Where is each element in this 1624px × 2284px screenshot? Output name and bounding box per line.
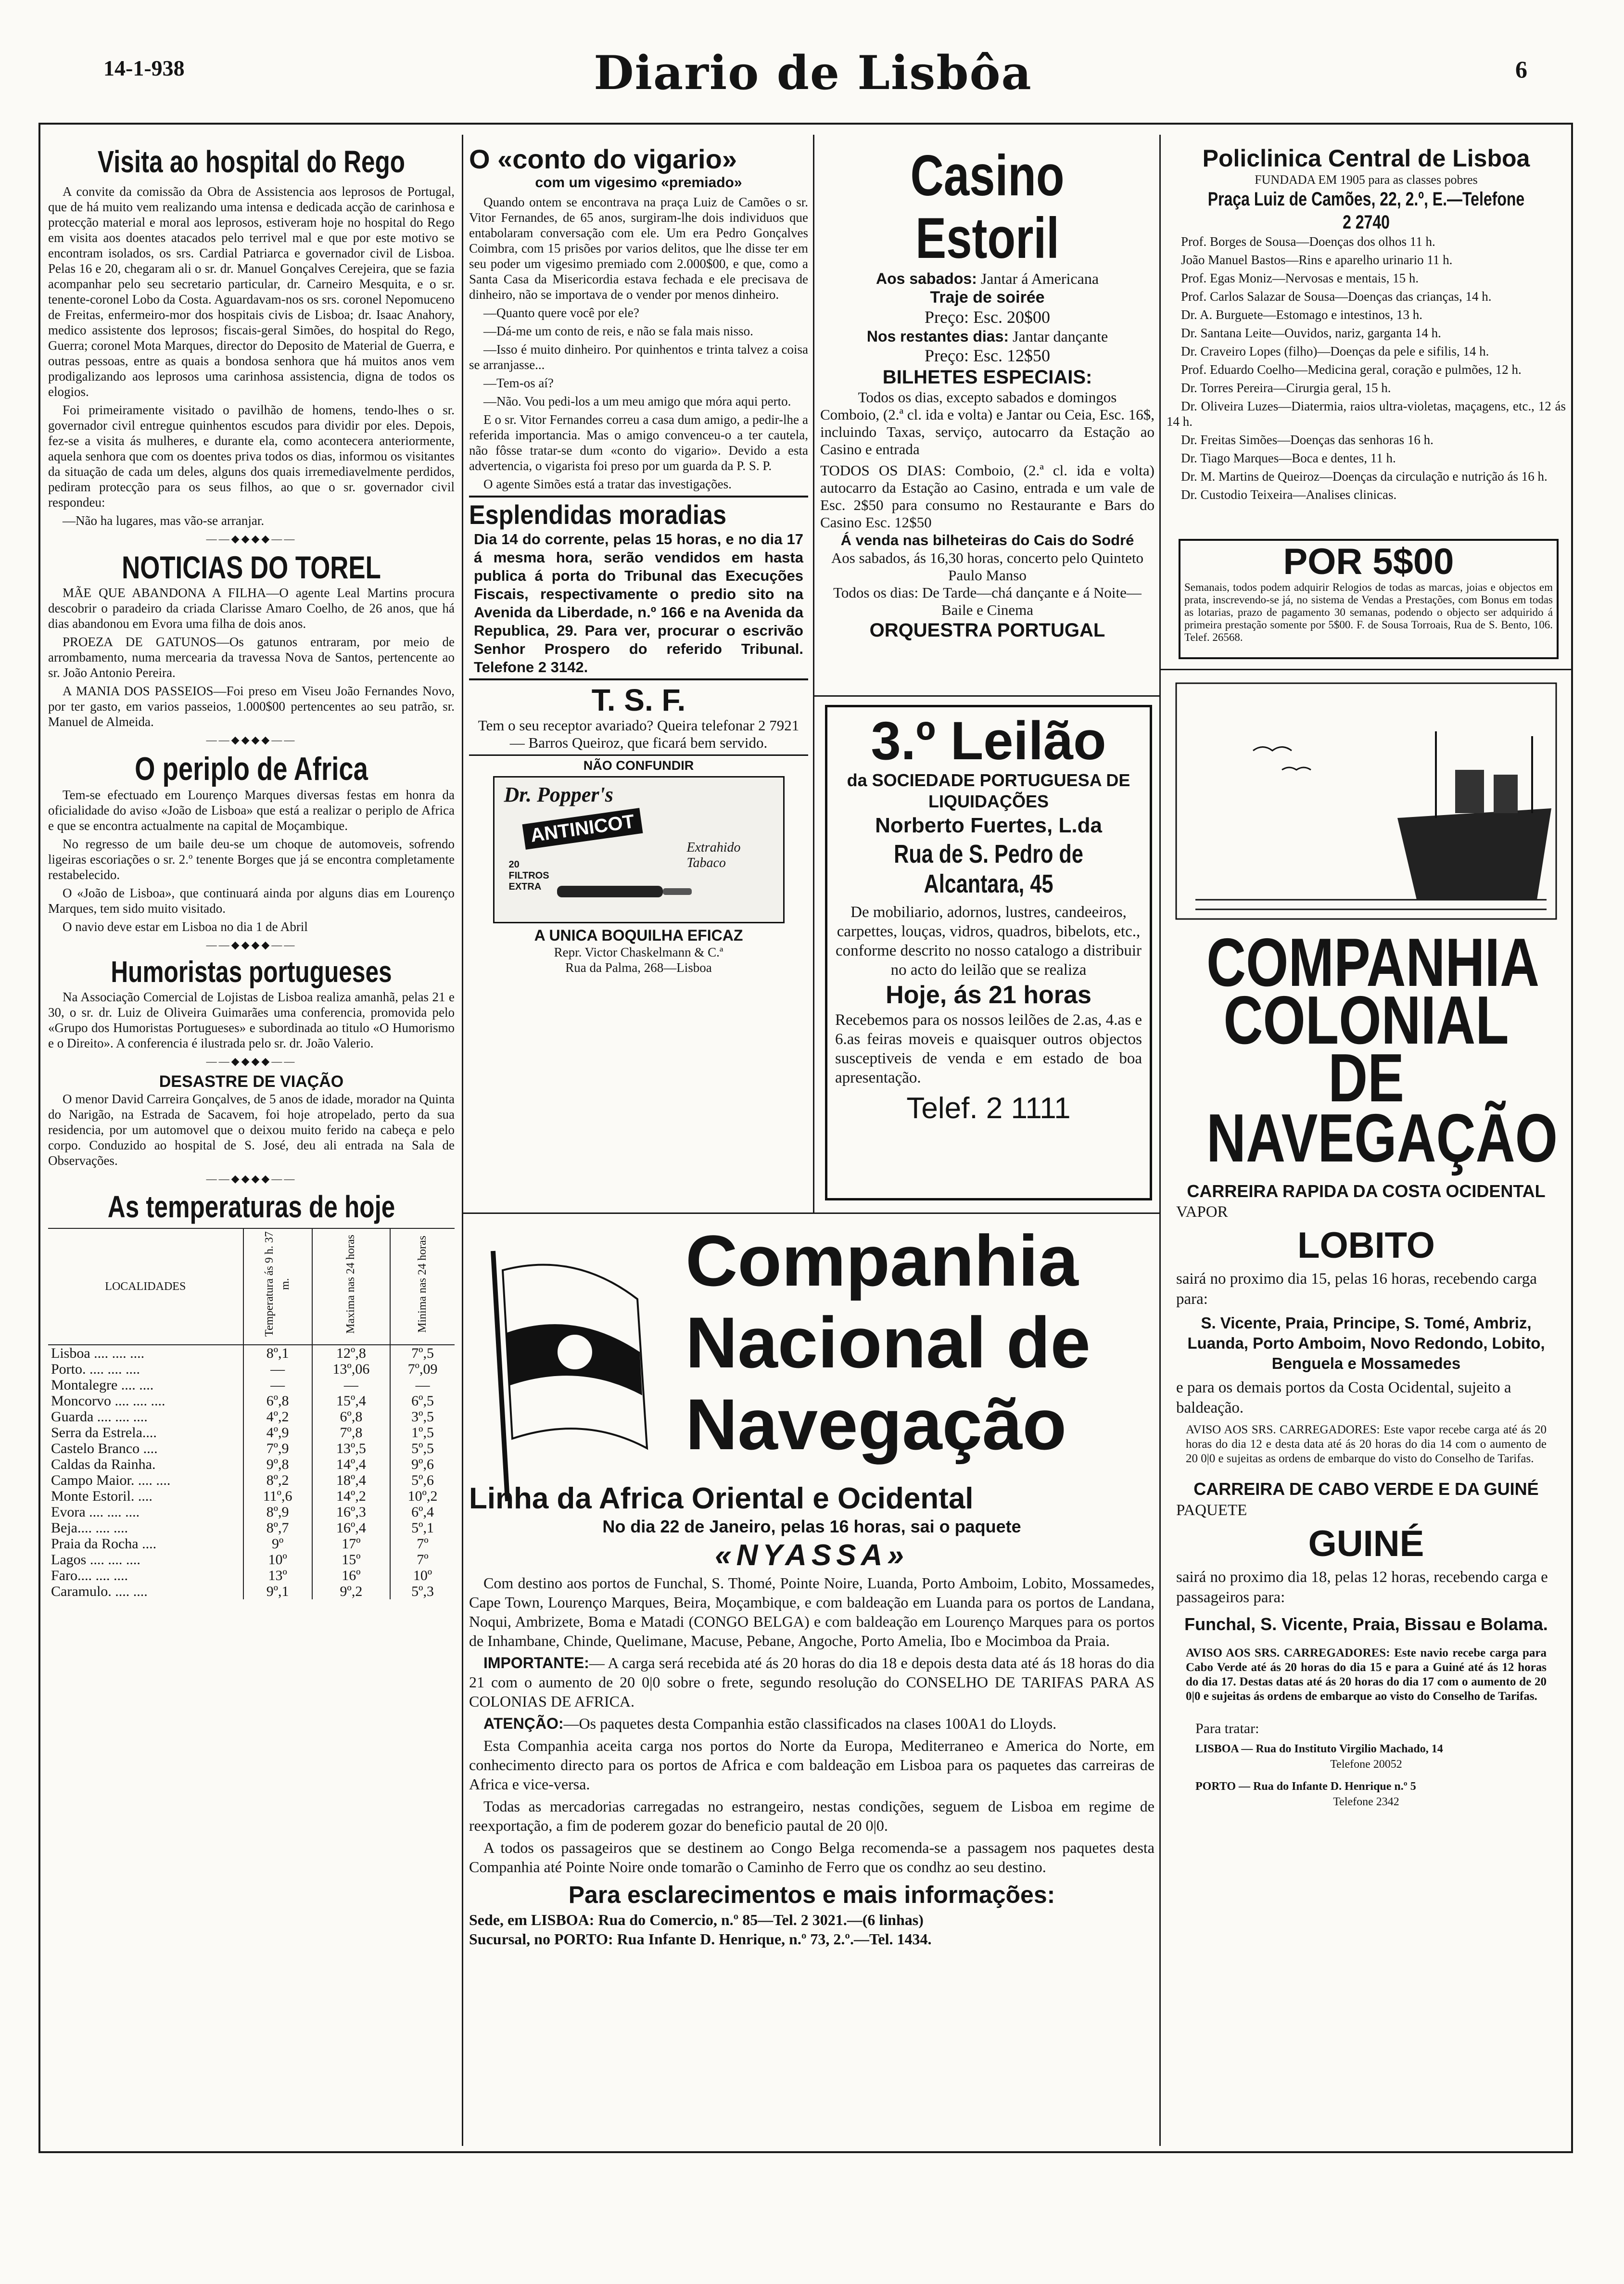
temperature-cell: 8º,9 [243,1504,312,1520]
section-rule [462,1212,1159,1214]
doctor-entry: Prof. Carlos Salazar de Sousa—Doenças das crianças, 14 h. [1181,289,1492,304]
locality-cell: Faro.... .... .... [51,1568,128,1583]
ad-title: Policlinica Central de Lisboa [1202,145,1530,172]
temperature-cell: 13º,5 [312,1441,390,1456]
temperature-cell: — [390,1377,455,1393]
article-paragraph: MÃE QUE ABANDONA A FILHA—O agente Leal Martins procura descobrir o paradeiro da criada Clarisse Amaro Coelho, de 26 anos, que há dias abandonou em Evora uma filha de dois anos. [48,586,455,631]
article-title: As temperaturas de hoje [107,1189,395,1224]
text: Recebemos para os nossos leilões de 2.as, 4.as e 6.as feiras moveis e quaisquer outros objectos susceptiveis de venda e em estado de boa apresentação. [835,1011,1142,1086]
table-row [48,1520,455,1536]
ad-text: Tem o seu receptor avariado? Queira telefonar 2 7921 — Barros Queiroz, que ficará bem servido. [478,717,799,751]
ad-rep: Repr. Victor Chaskelmann & C.ª [554,945,723,959]
text: Comboio, (2.ª cl. ida e volta) e Jantar ou Ceia, Esc. 16$, incluindo Taxas, serviço, autocarro da Estação ao Casino e entrada [820,406,1155,458]
flag-icon [479,1241,671,1511]
text: Norberto Fuertes, L.da [875,814,1102,837]
temperature-cell: 5º,1 [390,1520,455,1536]
article-paragraph: A MANIA DOS PASSEIOS—Foi preso em Viseu João Fernandes Novo, por ter gasto, em varios passeios, 1.000$00 pertencentes ao seu patrão, sr. Manuel de Almeida. [48,684,455,729]
label: PAQUETE [1176,1502,1247,1519]
column-rule [462,1212,463,2146]
extract-note: Extrahido Tabaco [686,840,741,870]
price: Preço: Esc. 20$00 [925,307,1050,327]
temperature-cell: 6º,5 [390,1393,455,1409]
article-paragraph: —Tem-os aí? [483,376,554,390]
temperature-cell: 6º,8 [312,1409,390,1425]
column-rule [462,135,463,1212]
ad-tagline: A UNICA BOQUILHA EFICAZ [534,927,743,944]
ad-title: Esplendidas moradias [469,499,726,530]
ad-title: NAVEGAÇÃO [1206,1100,1558,1176]
article-paragraph: PROEZA DE GATUNOS—Os gatunos entraram, por meio de arrombamento, numa mercearia da travessa Nova de Santos, pertencente ao sr. João Antonio Pereira. [48,635,455,680]
doctor-entry: João Manuel Bastos—Rins e aparelho urinario 11 h. [1181,253,1453,267]
doctor-entry: Prof. Borges de Sousa—Doenças dos olhos 11 h. [1181,234,1435,249]
temperature-cell: 7º,09 [390,1361,455,1377]
article-paragraph: O «João de Lisboa», que continuará ainda por alguns dias em Lourenço Marques, tem sido muito visitado. [48,886,455,916]
article-title: NOTICIAS DO TOREL [122,549,381,585]
table-row [48,1552,455,1568]
ad-colonial [1167,674,1566,2146]
temperature-cell: 7º,8 [312,1425,390,1441]
temperature-cell: 18º,4 [312,1472,390,1488]
ad-title: POR 5$00 [1283,541,1454,582]
phone: Telefone 2342 [1333,1796,1399,1808]
newspaper-title: Diario de Lisbôa [594,46,1032,100]
text: De mobiliario, adornos, lustres, candeeiros, carpettes, louças, vidros, quadros, bibelots, etc., conforme descrito no nosso catalogo a distribuir no acto do leilão que se realiza [835,904,1142,979]
locality-cell: Lisboa .... .... .... [51,1345,145,1361]
locality-cell: Guarda .... .... .... [51,1409,148,1425]
temperature-cell: 4º,2 [243,1409,312,1425]
temperature-cell: 14º,2 [312,1488,390,1504]
article-title: Humoristas portugueses [111,956,392,989]
temperature-cell: 10º [390,1568,455,1583]
time: Hoje, ás 21 horas [886,981,1091,1009]
temperature-cell: 17º [312,1536,390,1552]
subheading: BILHETES ESPECIAIS: [882,367,1092,388]
price: Preço: Esc. 12$50 [925,346,1050,365]
ports-list: Funchal, S. Vicente, Praia, Bissau e Bolama. [1184,1614,1548,1634]
ad-title: 3.º Leilão [871,711,1106,771]
notice: AVISO AOS SRS. CARREGADORES: Este vapor recebe carga até ás 20 horas do dia 12 e desta data até ás 20 horas do dia 14 com o aumento de 20 0|0 e sujeitas as ordens de embarque do visto do Conselho de Tarifas. [1186,1423,1547,1465]
locality-cell: Praia da Rocha .... [51,1536,157,1552]
article-paragraph: Todas as mercadorias carregadas no estrangeiro, nestas condições, seguem de Lisboa em regime de reexportação, a fim de poderem gozar do beneficio pautal de 20 0|0. [469,1798,1155,1834]
article-title: DESASTRE DE VIAÇÃO [159,1072,344,1091]
temperature-cell: 13º [243,1568,312,1583]
doctor-entry: Prof. Egas Moniz—Nervosas e mentais, 15 h. [1181,271,1419,285]
temperature-cell: 7º,5 [390,1345,455,1361]
ad-tsf [469,680,808,756]
ornament-divider: ——◆◆◆◆—— [206,1173,297,1185]
temperature-cell: 14º,4 [312,1456,390,1472]
article-paragraph: Tem-se efectuado em Lourenço Marques diversas festas em honra da oficialidade do aviso «João de Lisboa» que está a realizar o periplo de Africa e que se encontra actualmente na capital de Moçambique. [48,788,455,833]
ad-por5 [1179,539,1559,659]
temperature-cell: 10º,2 [390,1488,455,1504]
article-paragraph: Quando ontem se encontrava na praça Luiz de Camões o sr. Vitor Fernandes, de 65 anos, surgiram-lhe dois individuos que entabolaram conversação com ele. Um era Pedro Gonçalves Coimbra, com 15 prisões por varios delitos, que lhe disse ter em seu poder um vigesimo premiado com 2.000$00, e que, como a Santa Casa da Misericordia estava fechada e ele precisava de dinheiro, não se importava de o vender por menos dinheiro. [469,195,808,302]
locality-cell: Monte Estoril. .... [51,1488,152,1504]
temperature-cell: 7º,9 [243,1441,312,1456]
locality-cell: Beja.... .... .... [51,1520,128,1536]
locality-cell: Campo Maior. .... .... [51,1472,171,1488]
table-header: Minima nas 24 horas [390,1228,455,1345]
locality-cell: Caramulo. .... .... [51,1583,148,1599]
temperature-cell: 15º,4 [312,1393,390,1409]
temperature-cell: 7º [390,1552,455,1568]
temperature-cell: 6º,8 [243,1393,312,1409]
address: LISBOA — Rua do Instituto Virgilio Machado, 14 [1195,1743,1443,1755]
temperature-cell: — [312,1377,390,1393]
locality-cell: Evora .... .... .... [51,1504,140,1520]
cigarette-holder-icon [552,874,697,912]
ad-title: COLONIAL DE [1223,982,1509,1116]
doctor-entry: Dr. Oliveira Luzes—Diatermia, raios ultra-violetas, maçagens, etc., 12 ás 14 h. [1167,399,1566,429]
address: Praça Luiz de Camões, 22, 2.º, E.—Telefone 2 2740 [1207,189,1525,233]
article-title: O periplo de Africa [135,751,368,787]
ship-name: «NYASSA» [715,1539,909,1572]
doctor-entry: Dr. Tiago Marques—Boca e dentes, 11 h. [1181,451,1396,465]
doctor-entry: Dr. Custodio Teixeira—Analises clinicas. [1181,487,1397,502]
locality-cell: Serra da Estrela.... [51,1425,157,1441]
temperature-cell: 10º [243,1552,312,1568]
page-number: 6 [1515,56,1527,83]
article-paragraph: Na Associação Comercial de Lojistas de Lisboa realiza amanhã, pelas 21 e 30, o sr. dr. Luiz de Oliveira Guimarães uma conferencia, promovida pelo «Grupo dos Humoristas Portugueses» e subordinada ao titulo «O Humorismo e o Direito». A conferencia é ilustrada pelo sr. dr. João Valerio. [48,990,455,1050]
table-row [48,1441,455,1456]
table-row [48,1472,455,1488]
route-heading: Linha da Africa Oriental e Ocidental [469,1482,974,1515]
table-row [48,1361,455,1377]
address: Rua de S. Pedro de Alcantara, 45 [894,840,1083,898]
table-row [48,1583,455,1599]
address: Sede, em LISBOA: Rua do Comercio, n.º 85—Tel. 2 3021.—(6 linhas) [469,1911,924,1928]
doctor-entry: Dr. Freitas Simões—Doenças das senhoras 16 h. [1181,433,1434,447]
temperature-cell: 8º,2 [243,1472,312,1488]
doctor-entry: Dr. A. Burguete—Estomago e intestinos, 13 h. [1181,307,1422,322]
article-title: Visita ao hospital do Rego [97,144,406,179]
text: Todos os dias, excepto sabados e domingos [858,389,1117,406]
article-paragraph: —Dá-me um conto de reis, e não se fala mais nisso. [483,324,753,338]
ad-address: Rua da Palma, 268—Lisboa [565,960,712,975]
label: Aos sabados: [875,270,977,287]
ornament-divider: ——◆◆◆◆—— [206,533,297,545]
doctor-entry: Dr. Craveiro Lopes (filho)—Doenças da pele e sifilis, 14 h. [1181,344,1489,358]
ports-list: S. Vicente, Praia, Principe, S. Tomé, Ambriz, Luanda, Porto Amboim, Novo Redondo, Lobito, Benguela e Mossamedes [1187,1314,1545,1372]
ad-body [469,1482,1155,2151]
temperature-cell: 16º [312,1568,390,1583]
ad-casino [820,144,1155,693]
temperature-cell: 13º,06 [312,1361,390,1377]
label: Para tratar: [1195,1721,1259,1736]
column-rule [813,135,814,1212]
ship-name: GUINÉ [1308,1523,1424,1564]
ad-title: Casino Estoril [910,144,1065,270]
section-rule [1159,669,1573,670]
product-label: ANTINICOT [522,808,643,850]
temperature-cell: — [243,1361,312,1377]
boquilha-illustration [493,776,785,923]
temperature-cell: 9º,2 [312,1583,390,1599]
text: e para os demais portos da Costa Ocidental, sujeito a baldeação. [1176,1379,1511,1416]
ad-leilao [825,705,1152,1200]
temperature-cell: 16º,3 [312,1504,390,1520]
article-paragraph: O menor David Carreira Gonçalves, de 5 anos de idade, morador na Quinta do Narigão, na Estrada de Sacavem, foi hoje atropelado, perto da sua residencia, por um automovel que o deixou muito ferido na cabeça e pelo corpo. Conduzido ao hospital de S. José, deu ali entrada na Sala de Observações. [48,1092,455,1168]
article-paragraph: —Não ha lugares, mas vão-se arranjar. [63,513,265,528]
doctor-entry: Dr. M. Martins de Queiroz—Doenças da circulação e nutrição ás 16 h. [1181,469,1548,484]
ad-moradias [469,496,808,680]
text: Jantar á Americana [980,270,1099,287]
ad-top-line: NÃO CONFUNDIR [583,758,694,773]
temperature-cell: 6º,4 [390,1504,455,1520]
column-middle-left [469,144,808,1212]
locality-cell: Lagos .... .... .... [51,1552,140,1568]
article-paragraph: —Isso é muito dinheiro. Por quinhentos e trinta talvez a coisa se arranjasse... [469,342,808,372]
column-rule [1159,135,1161,2146]
article-subtitle: com um vigesimo «premiado» [535,175,742,191]
column-news [48,144,455,2146]
article-paragraph: A todos os passageiros que se destinem ao Congo Belga recomenda-se a passagem nos paquetes desta Companhia até Pointe Noire onde tomarão o Caminho de Ferro que os condhz ao seu destino. [469,1839,1155,1876]
temperature-cell: — [243,1377,312,1393]
text: Aos sabados, ás 16,30 horas, concerto pelo Quinteto Paulo Manso [831,549,1144,584]
temperature-cell: 7º [390,1536,455,1552]
ship-illustration [1167,674,1566,924]
ship-name: LOBITO [1297,1225,1435,1266]
table-row [48,1409,455,1425]
text: Semanais, todos podem adquirir Relogios de todas as marcas, joias e objectos em prata, inscrevendo-se já, no sistema de Vendas a Prestações, com Bonus em todas as lotarias, prazo de pagamento 30 semanas, podendo o objecto ser adquirido á primeira prestação somente por 5$00. F. de Sousa Torroais, Rua de S. Bento, 106. Telef. 26568. [1184,581,1553,643]
text: —Os paquetes desta Companhia estão classificados na clases 100A1 do Lloyds. [563,1715,1057,1732]
ad-title: T. S. F. [591,683,686,717]
table-row [48,1425,455,1441]
table-row [48,1488,455,1504]
text: sairá no proximo dia 18, pelas 12 horas, recebendo carga e passageiros para: [1176,1569,1548,1606]
label: VAPOR [1176,1203,1228,1221]
table-row [48,1456,455,1472]
issue-date: 14-1-938 [103,56,185,80]
ad-nacional [469,1222,1155,2151]
phone: Telefone 20052 [1330,1758,1402,1771]
article-paragraph: E o sr. Vitor Fernandes correu a casa dum amigo, a pedir-lhe a referida importancia. Mas o amigo convenceu-o a ter cautela, não fôsse tratar-se dum «conto do vigario». Devido a esta advertencia, o vigarista foi preso por um guarda da P. S. P. [469,412,808,473]
ad-text: Dia 14 do corrente, pelas 15 horas, e no dia 17 á mesma hora, serão vendidos em hasta publica á porta do Tribunal das Execuções Fiscais, respectivamente o predio sito na Avenida da Liberdade, n.º 166 e na Avenida da Republica, 29. Para ver, procurar o escrivão Senhor Prospero do referido Tribunal. Telefone 2 3142. [474,531,803,676]
text: Á venda nas bilheteiras do Cais do Sodré [840,532,1134,549]
article-paragraph: Com destino aos portos de Funchal, S. Thomé, Pointe Noire, Luanda, Porto Amboim, Lobito, Mossamedes, Cape Town, Lourenço Marques, Beira, Moçambique, e com baldeação em Luanda para os portos de Landana, Noqui, Ambrizete, Boma e Matadi (CONGO BELGA) e com baldeação em Lourenço Marques para os portos de Inhambane, Chinde, Quelimane, Macuse, Pebane, Angoche, Porto Amelia, Ibo e Mocimboa da Praia. [469,1574,1155,1649]
ad-title: Navegação [685,1384,1067,1465]
table-row [48,1377,455,1393]
temperature-cell: 5º,3 [390,1583,455,1599]
temperature-table [48,1228,455,1599]
text: TODOS OS DIAS: Comboio, (2.ª cl. ida e volta) autocarro da Estação ao Casino, entrada e um vale de Esc. 2$50 para consumo no Restaurante e Bars do Casino Esc. 12$50 [820,462,1155,531]
table-row [48,1345,455,1361]
route-heading: CARREIRA DE CABO VERDE E DA GUINÉ [1193,1479,1539,1499]
table-row [48,1504,455,1520]
article-paragraph: A convite da comissão da Obra de Assistencia aos leprosos de Portugal, que de há muito vem realizando uma intensa e dedicada acção de carinhosa e protecção material e moral aos leprosos, estiveram hoje no hospital do Rego em visita aos doentes atacados pelo terrivel mal e que por este motivo se encontram isolados, os srs. Cardial Patriarca e governador civil de Lisboa. Pelas 16 e 20, chegaram ali o sr. dr. Manuel Gonçalves Cerejeira, que se fazia acompanhar pelo seu secretario particular, dr. Carneiro Mesquita, e o sr. tenente-coronel Lobo da Costa. Aguardavam-nos os srs. coronel Nepomuceno de Freitas, enfermeiro-mor dos hospitais civis de Lisboa; dr. Isaac Anahory, medico assistente dos leprosos; fiscais-geral Simões, do hospital do Rego, Guerra; coronel Mota Marques, director do Deposito de Material de Guerra, e outras pessoas, entre as quais a bondosa senhora que há muitos anos vem prodigalizando aos leprosos uma carinhosa assistencia, digna de todos os elogios. [48,184,455,399]
article-title: O «conto do vigario» [469,144,737,174]
temperature-cell: 16º,4 [312,1520,390,1536]
temperature-cell: 12º,8 [312,1345,390,1361]
text: FUNDADA EM 1905 para as classes pobres [1255,173,1478,187]
ornament-divider: ——◆◆◆◆—— [206,1055,297,1067]
article-paragraph: —Quanto quere você por ele? [483,306,639,320]
text: — A carga será recebida até ás 20 horas do dia 18 e depois desta data até ás 18 horas do dia 21 com o aumento de 20 0|0 sobre o frete, segundo resolução do CONSELHO DE TARIFAS PARA AS COLONIAS DE AFRICA. [469,1654,1155,1710]
route-heading: CARREIRA RAPIDA DA COSTA OCIDENTAL [1187,1181,1546,1201]
locality-cell: Porto. .... .... .... [51,1361,140,1377]
text: da SOCIEDADE PORTUGUESA DE LIQUIDAÇÕES [847,770,1130,811]
subheading: Para esclarecimentos e mais informações: [568,1881,1055,1908]
brand-name: Dr. Popper's [504,783,613,806]
table-row [48,1536,455,1552]
label: IMPORTANTE: [483,1654,589,1672]
doctor-entry: Prof. Eduardo Coelho—Medicina geral, coração e pulmões, 12 h. [1181,362,1522,377]
text: Jantar dançante [1013,328,1108,345]
section-rule [813,695,1159,697]
temperature-cell: 4º,9 [243,1425,312,1441]
temperature-cell: 5º,6 [390,1472,455,1488]
phone: Telef. 2 1111 [906,1092,1071,1125]
article-paragraph: No regresso de um baile deu-se um choque de automoveis, sofrendo ligeiras escoriações o sr. 2.º tenente Borges que já se encontra completamente restabelecido. [48,837,455,882]
temperature-cell: 1º,5 [390,1425,455,1441]
temperature-cell: 5º,5 [390,1441,455,1456]
locality-cell: Caldas da Rainha. [51,1456,156,1472]
table-row [48,1393,455,1409]
table-header: LOCALIDADES [48,1228,243,1345]
text: Todos os dias: De Tarde—chá dançante e á Noite—Baile e Cinema [833,584,1142,618]
temperature-cell: 9º,6 [390,1456,455,1472]
filters-label: 20 FILTROS EXTRA [508,859,549,892]
notice: AVISO AOS SRS. CARREGADORES: Este navio recebe carga para Cabo Verde até ás 20 horas do dia 15 e para a Guiné até ás 12 horas do dia 17. Destas datas até ás 20 horas do dia 17 com o aumento de 20 0|0 e sujeitas ás ordens de embarque ao visto do Conselho de Tarifas. [1186,1646,1547,1703]
temperature-cell: 9º,1 [243,1583,312,1599]
article-paragraph: O agente Simões está a tratar das investigações. [483,477,732,491]
ad-title: Companhia [685,1220,1078,1301]
table-header: Maxima nas 24 horas [312,1228,390,1345]
temperature-cell: 15º [312,1552,390,1568]
doctor-entry: Dr. Santana Leite—Ouvidos, nariz, garganta 14 h. [1181,326,1441,340]
address: PORTO — Rua do Infante D. Henrique n.º 5 [1195,1780,1416,1793]
label: Nos restantes dias: [866,328,1009,345]
ad-title: Nacional de [685,1302,1091,1383]
locality-cell: Montalegre .... .... [51,1377,154,1393]
temperature-cell: 11º,6 [243,1488,312,1504]
table-header: Temperatura ás 9 h. 37 m. [243,1228,312,1345]
temperature-cell: 9º [243,1536,312,1552]
temperature-cell: 8º,7 [243,1520,312,1536]
article-paragraph: Esta Companhia aceita carga nos portos do Norte da Europa, Mediterraneo e America do Norte, em conhecimento directo para os portos de Africa e com baldeação em Lisboa para os paquetes das carreiras de Africa e vice-versa. [469,1737,1155,1793]
ad-boquilha [469,756,808,977]
address: Sucursal, no PORTO: Rua Infante D. Henrique, n.º 73, 2.º.—Tel. 1434. [469,1930,932,1948]
ornament-divider: ——◆◆◆◆—— [206,939,297,951]
article-paragraph: —Não. Vou pedi-los a um meu amigo que móra aqui perto. [483,394,791,408]
ornament-divider: ——◆◆◆◆—— [206,734,297,746]
locality-cell: Castelo Branco .... [51,1441,158,1456]
article-paragraph: Foi primeiramente visitado o pavilhão de homens, tendo-lhes o sr. governador civil entregue quinhentos escudos para dividir por eles. Depois, fez-se a visita ás mulheres, e durante ela, como acontecera anteriormente, aquela senhora que com os doentes priva todos os dias, informou os visitantes da situação de cada um deles, alguns dos quais irremediavelmente perdidos, pediram protecção para os seus filhos, ao que o sr. governador civil respondeu: [48,403,455,510]
subheading: ORQUESTRA PORTUGAL [869,620,1105,641]
temperature-cell: 3º,5 [390,1409,455,1425]
table-row [48,1568,455,1583]
locality-cell: Moncorvo .... .... .... [51,1393,165,1409]
doctor-entry: Dr. Torres Pereira—Cirurgia geral, 15 h. [1181,381,1391,395]
temperature-cell: 9º,8 [243,1456,312,1472]
label: ATENÇÃO: [483,1715,564,1732]
text: sairá no proximo dia 15, pelas 16 horas, recebendo carga para: [1176,1270,1537,1308]
text: No dia 22 de Janeiro, pelas 16 horas, sai o paquete [602,1517,1021,1536]
doctor-list [1167,234,1566,502]
article-paragraph: O navio deve estar em Lisboa no dia 1 de Abril [63,919,308,934]
text: Traje de soirée [930,288,1045,306]
temperature-cell: 8º,1 [243,1345,312,1361]
ad-title: COMPANHIA [1206,924,1540,1001]
